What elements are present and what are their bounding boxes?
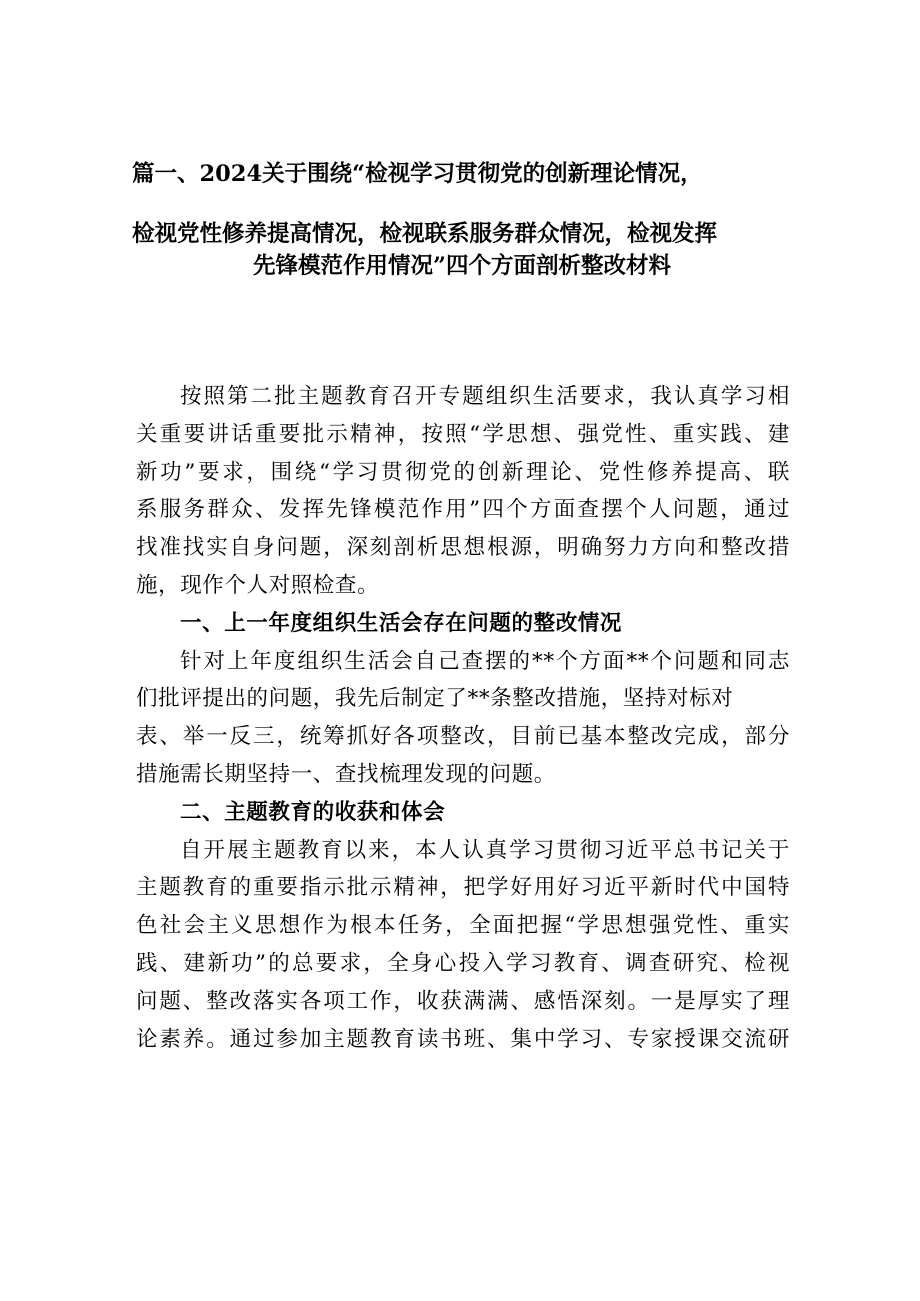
paragraph-3 bbox=[136, 832, 790, 1059]
paragraph-line: 践、建新功”的总要求，全身心投入学习教育、调查研究、检视 bbox=[136, 950, 790, 976]
paragraph-line: 施，现作个人对照检查。 bbox=[136, 572, 380, 598]
paragraph-line: 关重要讲话重要批示精神，按照“学思想、强党性、重实践、建 bbox=[136, 421, 790, 447]
section-heading-1: 一、上一年度组织生活会存在问题的整改情况 bbox=[180, 610, 623, 636]
paragraph-2 bbox=[136, 643, 790, 794]
paragraph-line: 问题、整改落实各项工作，收获满满、感悟深刻。一是厚实了理 bbox=[136, 988, 790, 1014]
paragraph-line: 系服务群众、发挥先锋模范作用”四个方面查摆个人问题，通过 bbox=[136, 497, 790, 523]
document-title-line-1: 篇一、2024关于围绕“检视学习贯彻党的创新理论情况， bbox=[132, 161, 703, 187]
document-title-line-2: 检视党性修养提高情况，检视联系服务群众情况，检视发挥 bbox=[132, 221, 718, 247]
paragraph-line: 新功”要求，围绕“学习贯彻党的创新理论、党性修养提高、联 bbox=[136, 459, 790, 485]
document-title-line-3: 先锋模范作用情况”四个方面剖析整改材料 bbox=[253, 253, 671, 279]
paragraph-line: 针对上年度组织生活会自己查摆的**个方面**个问题和同志 bbox=[180, 648, 790, 674]
paragraph-line: 表、举一反三，统筹抓好各项整改，目前已基本整改完成，部分 bbox=[136, 724, 790, 750]
paragraph-line: 按照第二批主题教育召开专题组织生活要求，我认真学习相 bbox=[180, 384, 790, 409]
paragraph-line: 论素养。通过参加主题教育读书班、集中学习、专家授课交流研 bbox=[136, 1026, 790, 1052]
paragraph-line: 找准找实自身问题，深刻剖析思想根源，明确努力方向和整改措 bbox=[136, 535, 790, 561]
section-heading-2: 二、主题教育的收获和体会 bbox=[180, 799, 446, 825]
paragraph-line: 色社会主义思想作为根本任务，全面把握“学思想强党性、重实 bbox=[136, 913, 790, 939]
paragraph-line: 自开展主题教育以来，本人认真学习贯彻习近平总书记关于 bbox=[180, 837, 790, 863]
paragraph-line: 主题教育的重要指示批示精神，把学好用好习近平新时代中国特 bbox=[136, 875, 790, 901]
paragraph-1 bbox=[136, 378, 790, 605]
document-body bbox=[136, 378, 790, 1058]
paragraph-line: 措施需长期坚持一、查找梳理发现的问题。 bbox=[136, 761, 556, 787]
paragraph-line: 们批评提出的问题，我先后制定了**条整改措施，坚持对标对 bbox=[136, 686, 734, 712]
